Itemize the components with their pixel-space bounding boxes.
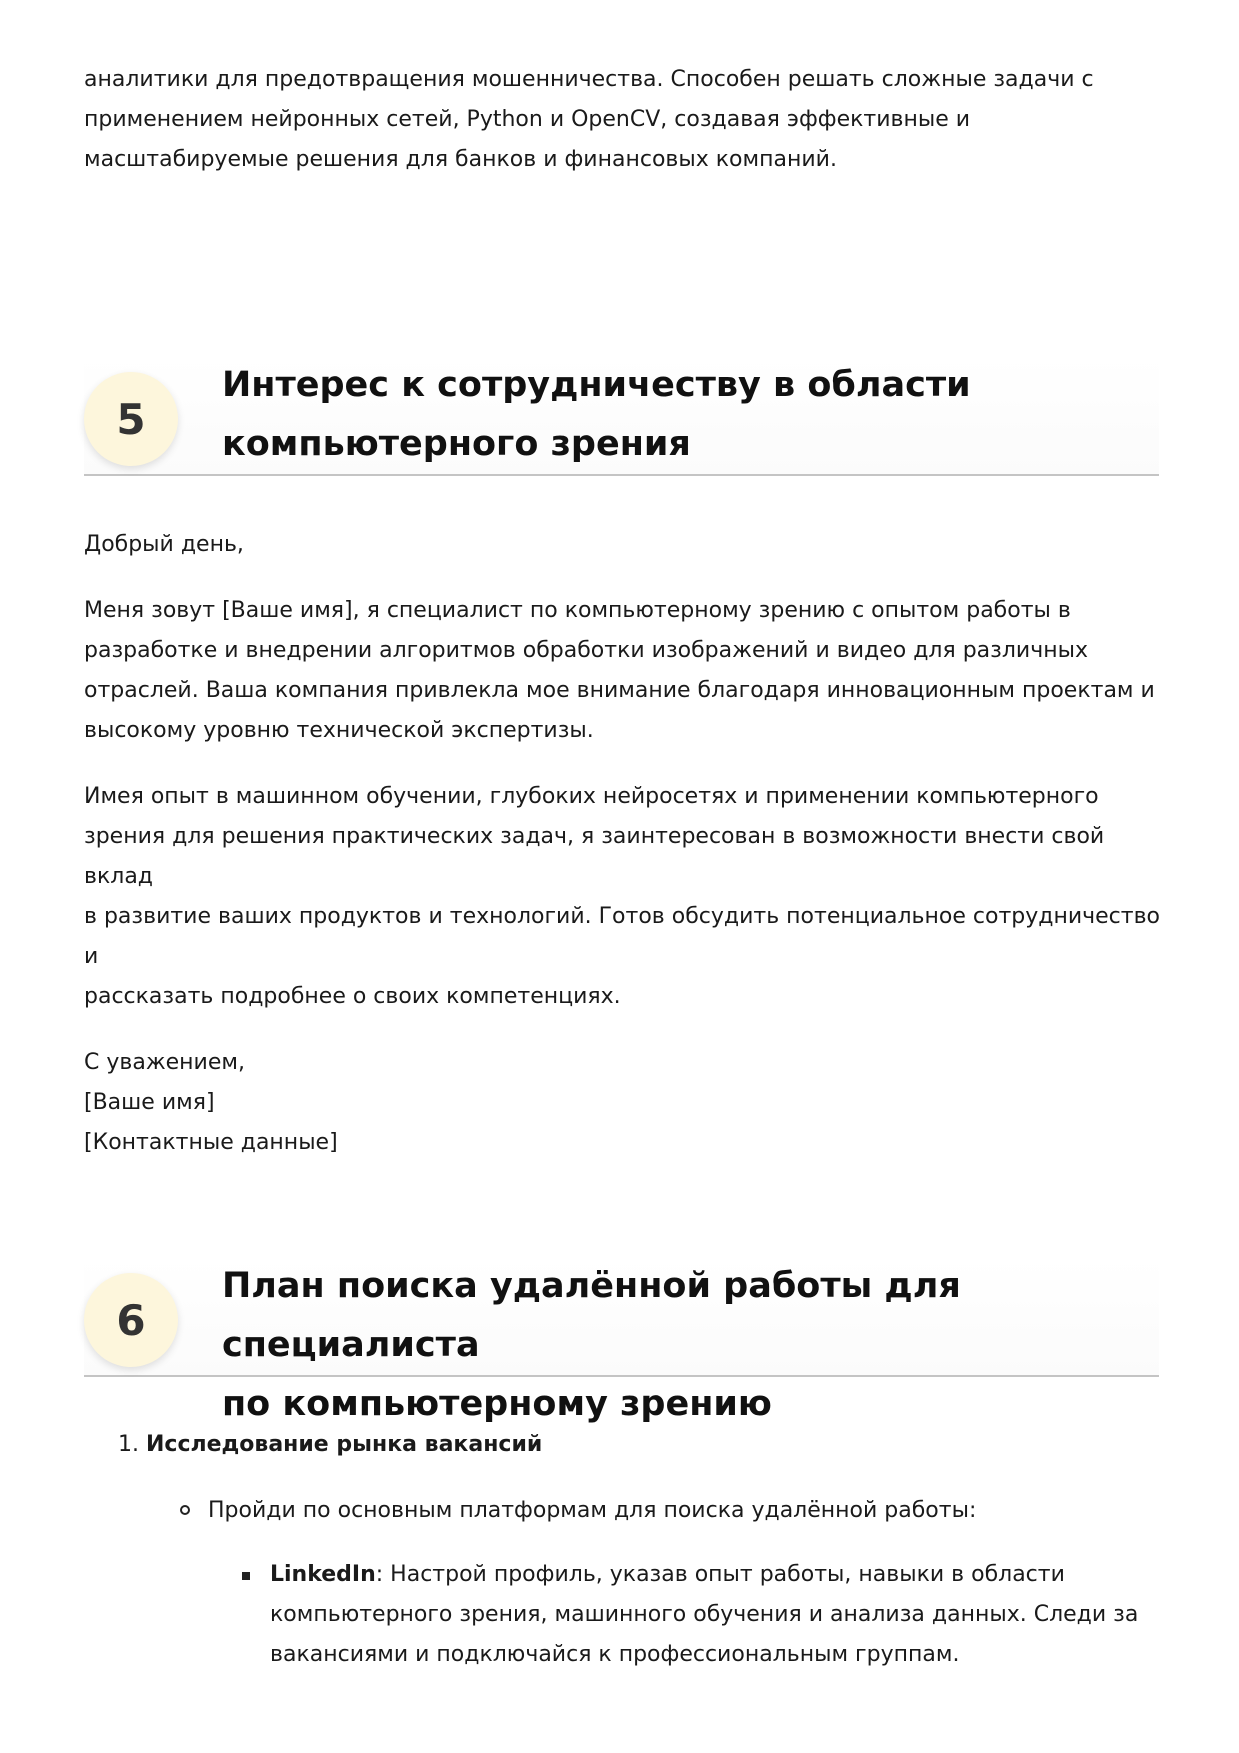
- circle-bullet-icon: [180, 1505, 190, 1515]
- section-number-badge: 6: [84, 1273, 178, 1367]
- closing: [84, 1043, 1164, 1163]
- intro-paragraph: [84, 60, 1164, 180]
- greeting: Добрый день,: [84, 532, 244, 557]
- sub-sub-list-text: [270, 1555, 1162, 1675]
- p1-line-1: Меня зовут [Ваше имя], я специалист по компьютерному зрению с опытом работы в: [84, 598, 1071, 623]
- paragraph-2: [84, 777, 1164, 1017]
- section-6-title-line-1: План поиска удалённой работы для специалиста: [222, 1266, 961, 1365]
- section-6-title: [222, 1257, 1162, 1434]
- p2-line-2: зрения для решения практических задач, я заинтересован в возможности внести свой вклад: [84, 824, 1105, 889]
- p1-line-4: высокому уровню технической экспертизы.: [84, 718, 594, 743]
- subsub-line-2: компьютерного зрения, машинного обучения и анализа данных. Следи за: [270, 1602, 1139, 1627]
- section-5-title-line-2: компьютерного зрения: [222, 424, 691, 464]
- section-number-badge: 5: [84, 372, 178, 466]
- paragraph-1: [84, 591, 1164, 751]
- section-6-header: [84, 1257, 1159, 1424]
- list-item-1: [118, 1425, 1158, 1465]
- list-item-number: 1.: [118, 1432, 139, 1457]
- closing-line-2: [Ваше имя]: [84, 1090, 215, 1115]
- intro-line-3: масштабируемые решения для банков и финансовых компаний.: [84, 147, 837, 172]
- sub-sub-list-item: [242, 1555, 1162, 1675]
- p1-line-2: разработке и внедрении алгоритмов обработки изображений и видео для различных: [84, 638, 1088, 663]
- subsub-line-3: вакансиями и подключайся к профессиональным группам.: [270, 1642, 960, 1667]
- list-item-title: Исследование рынка вакансий: [146, 1432, 543, 1457]
- intro-text: [84, 60, 1164, 180]
- section-5-title: [222, 356, 1162, 474]
- intro-line-1: аналитики для предотвращения мошенничества. Способен решать сложные задачи с: [84, 67, 1094, 92]
- p2-line-1: Имея опыт в машинном обучении, глубоких нейросетях и применении компьютерного: [84, 784, 1099, 809]
- section-5-header: [84, 356, 1159, 476]
- p2-line-3: в развитие ваших продуктов и технологий. Готов обсудить потенциальное сотрудничество и: [84, 904, 1161, 969]
- square-bullet-icon: [242, 1572, 250, 1580]
- section-5-title-line-1: Интерес к сотрудничеству в области: [222, 365, 971, 405]
- p1-line-3: отраслей. Ваша компания привлекла мое внимание благодаря инновационным проектам и: [84, 678, 1155, 703]
- section-6-title-line-2: по компьютерному зрению: [222, 1384, 772, 1424]
- section-5-body: [84, 525, 1164, 1163]
- intro-line-2: применением нейронных сетей, Python и OpenCV, создавая эффективные и: [84, 107, 971, 132]
- linkedin-label: LinkedIn: [270, 1562, 376, 1587]
- p2-line-4: рассказать подробнее о своих компетенциях.: [84, 984, 621, 1009]
- subsub-line-1: : Настрой профиль, указав опыт работы, навыки в области: [375, 1562, 1065, 1587]
- closing-line-3: [Контактные данные]: [84, 1130, 338, 1155]
- closing-line-1: С уважением,: [84, 1050, 245, 1075]
- sub-list-text: Пройди по основным платформам для поиска удалённой работы:: [208, 1498, 977, 1523]
